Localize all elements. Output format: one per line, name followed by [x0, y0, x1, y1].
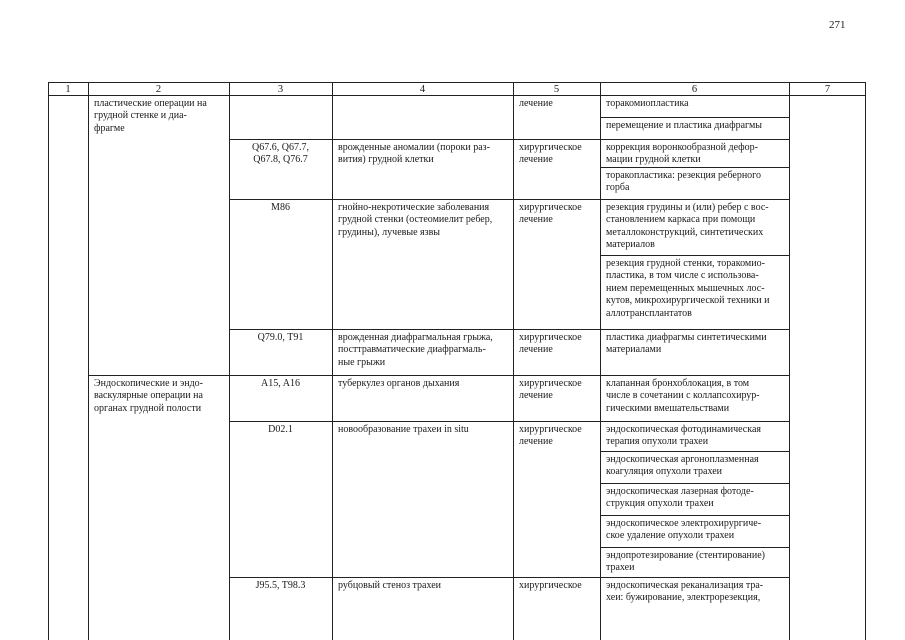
treatment-cell: хирургическое лечение [519, 202, 582, 226]
section-title-endoscopic-operations: Эндоскопические и эндо- васкулярные операции на органах грудной полости [94, 378, 203, 414]
header-col-6: 6 [691, 84, 698, 95]
header-col-5: 5 [553, 84, 560, 95]
method-cell: перемещение и пластика диафрагмы [606, 120, 763, 131]
page-number: 271 [829, 19, 846, 31]
icd-codes-cell: J95.5, T98.3 [255, 580, 306, 591]
disease-cell: врожденные аномалии (пороки раз- вития) грудной клетки [338, 142, 490, 166]
header-col-1: 1 [65, 84, 71, 95]
treatment-cell: хирургическое лечение [519, 142, 582, 166]
method-cell: торакопластика: резекция реберного горба [606, 170, 762, 194]
disease-cell: рубцовый стеноз трахеи [338, 580, 441, 591]
method-cell: пластика диафрагмы синтетическими материалами [606, 332, 767, 356]
medical-procedures-table [48, 82, 866, 640]
icd-codes-cell: A15, A16 [261, 378, 300, 389]
method-cell: торакомиопластика [606, 98, 689, 109]
treatment-cell: лечение [519, 98, 553, 109]
header-col-3: 3 [277, 84, 284, 95]
header-col-7: 7 [824, 84, 831, 95]
treatment-cell: хирургическое лечение [519, 378, 582, 402]
disease-cell: гнойно-некротические заболевания грудной стенки (остеомиелит ребер, грудины), лучевые язвы [338, 202, 493, 238]
treatment-cell: хирургическое лечение [519, 332, 582, 356]
method-cell: эндопротезирование (стентирование) трахеи [606, 550, 766, 574]
disease-cell: новообразование трахеи in situ [338, 424, 469, 435]
header-col-2: 2 [155, 84, 162, 95]
method-cell: эндоскопическое электрохирургиче- ское удаление опухоли трахеи [606, 518, 762, 542]
method-cell: эндоскопическая лазерная фотоде- струкция опухоли трахеи [606, 486, 754, 510]
icd-codes-cell: D02.1 [268, 424, 293, 435]
icd-codes-cell: Q67.6, Q67.7, Q67.8, Q76.7 [252, 142, 309, 166]
section-title-plastic-surgery: пластические операции на грудной стенке и диа- фрагме [94, 98, 207, 134]
method-cell: резекция грудной стенки, торакомио- пластика, в том числе с использова- нием перемещенных мышечных лос- кутов, микрохирургической техники и аллотрансплантатов [606, 258, 770, 319]
method-cell: эндоскопическая аргоноплазменная коагуляция опухоли трахеи [606, 454, 759, 478]
method-cell: эндоскопическая реканализация тра- хеи: бужирование, электрорезекция, [606, 580, 764, 604]
treatment-cell: хирургическое лечение [519, 424, 582, 448]
disease-cell: туберкулез органов дыхания [338, 378, 460, 389]
header-col-4: 4 [419, 84, 426, 95]
icd-codes-cell: M86 [271, 202, 290, 213]
method-cell: клапанная бронхоблокация, в том числе в сочетании с коллапсохирур- гическими вмешательствами [606, 378, 760, 414]
method-cell: эндоскопическая фотодинамическая терапия опухоли трахеи [606, 424, 761, 448]
method-cell: коррекция воронкообразной дефор- мации грудной клетки [606, 142, 758, 166]
disease-cell: врожденная диафрагмальная грыжа, посттравматические диафрагмаль- ные грыжи [338, 332, 493, 368]
treatment-cell: хирургическое [519, 580, 582, 591]
method-cell: резекция грудины и (или) ребер с вос- становлением каркаса при помощи металлоконструкций, синтетических материалов [606, 202, 769, 251]
icd-codes-cell: Q79.0, T91 [257, 332, 304, 343]
